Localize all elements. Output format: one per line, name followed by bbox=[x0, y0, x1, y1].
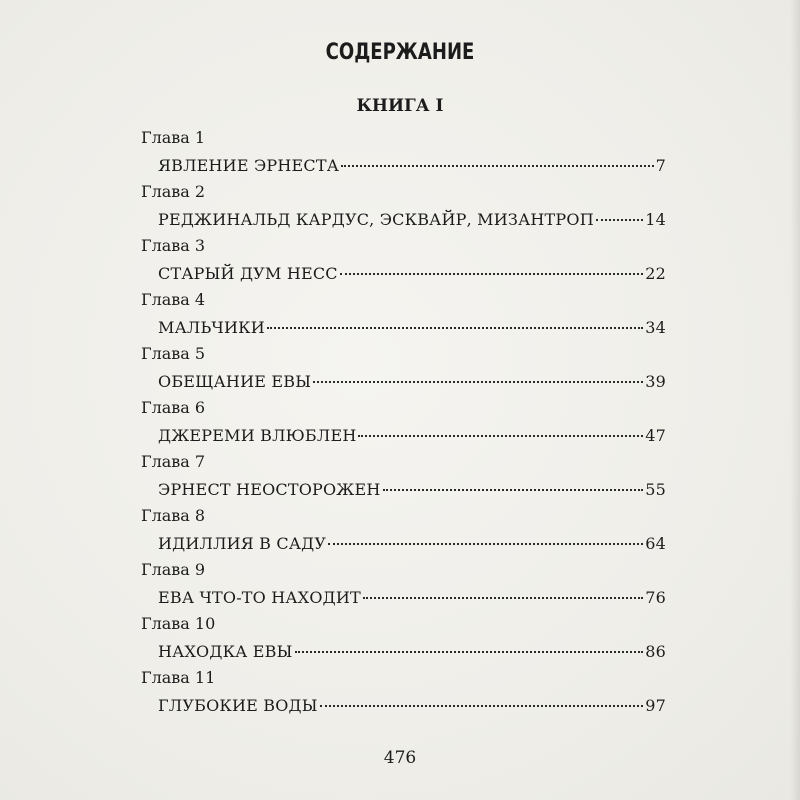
toc-entry bbox=[141, 559, 666, 613]
dot-leader bbox=[295, 651, 644, 653]
chapter-label: Глава 2 bbox=[141, 182, 206, 201]
page-ref: 55 bbox=[645, 480, 666, 499]
chapter-label: Глава 9 bbox=[141, 560, 206, 579]
chapter-line[interactable] bbox=[158, 154, 666, 181]
chapter-title: ОБЕЩАНИЕ ЕВЫ bbox=[158, 372, 312, 391]
chapter-line[interactable] bbox=[158, 586, 666, 613]
page-ref: 97 bbox=[645, 696, 666, 715]
book-heading: КНИГА I bbox=[356, 96, 444, 116]
chapter-label: Глава 10 bbox=[141, 614, 216, 633]
chapter-line[interactable] bbox=[158, 640, 666, 667]
dot-leader bbox=[383, 489, 644, 491]
page-ref: 7 bbox=[655, 156, 666, 175]
page-edge-shadow bbox=[790, 0, 800, 800]
toc-entry bbox=[141, 289, 666, 343]
toc-entry bbox=[141, 397, 666, 451]
page-ref: 86 bbox=[645, 642, 666, 661]
chapter-line[interactable] bbox=[158, 478, 666, 505]
chapter-line[interactable] bbox=[158, 694, 666, 721]
chapter-title: РЕДЖИНАЛЬД КАРДУС, ЭСКВАЙР, МИЗАНТРОП bbox=[158, 210, 594, 229]
toc-entry bbox=[141, 181, 666, 235]
dot-leader bbox=[313, 381, 643, 383]
chapter-line[interactable] bbox=[158, 532, 666, 559]
toc-entry bbox=[141, 343, 666, 397]
chapter-label: Глава 5 bbox=[141, 344, 206, 363]
toc-entry bbox=[141, 505, 666, 559]
dot-leader bbox=[363, 597, 643, 599]
chapter-line[interactable] bbox=[158, 316, 666, 343]
chapter-label: Глава 11 bbox=[141, 668, 216, 687]
toc-entry bbox=[141, 667, 666, 721]
toc-entry bbox=[141, 613, 666, 667]
chapter-title: СТАРЫЙ ДУМ НЕСС bbox=[158, 264, 338, 283]
page-title: СОДЕРЖАНИЕ bbox=[325, 40, 475, 65]
chapter-title: ИДИЛЛИЯ В САДУ bbox=[158, 534, 327, 553]
chapter-label: Глава 7 bbox=[141, 452, 206, 471]
toc-entry bbox=[141, 127, 666, 181]
page-ref: 34 bbox=[645, 318, 666, 337]
chapter-title: ЕВА ЧТО-ТО НАХОДИТ bbox=[158, 588, 361, 607]
chapter-label: Глава 4 bbox=[141, 290, 206, 309]
page-ref: 39 bbox=[645, 372, 666, 391]
page-ref: 22 bbox=[645, 264, 666, 283]
chapter-title: ДЖЕРЕМИ ВЛЮБЛЕН bbox=[158, 426, 357, 445]
chapter-line[interactable] bbox=[158, 208, 666, 235]
chapter-label: Глава 6 bbox=[141, 398, 206, 417]
chapter-title: ЯВЛЕНИЕ ЭРНЕСТА bbox=[158, 156, 340, 175]
dot-leader bbox=[596, 219, 643, 221]
dot-leader bbox=[340, 273, 644, 275]
chapter-line[interactable] bbox=[158, 262, 666, 289]
page-number: 476 bbox=[383, 748, 417, 768]
page-ref: 14 bbox=[645, 210, 666, 229]
chapter-line[interactable] bbox=[158, 424, 666, 451]
dot-leader bbox=[341, 165, 654, 167]
dot-leader bbox=[267, 327, 643, 329]
chapter-title: ЭРНЕСТ НЕОСТОРОЖЕН bbox=[158, 480, 381, 499]
chapter-title: ГЛУБОКИЕ ВОДЫ bbox=[158, 696, 318, 715]
page-ref: 47 bbox=[645, 426, 666, 445]
page-ref: 64 bbox=[645, 534, 666, 553]
page-ref: 76 bbox=[645, 588, 666, 607]
table-of-contents bbox=[141, 127, 666, 721]
chapter-title: МАЛЬЧИКИ bbox=[158, 318, 265, 337]
chapter-label: Глава 3 bbox=[141, 236, 206, 255]
toc-entry bbox=[141, 235, 666, 289]
dot-leader bbox=[320, 705, 644, 707]
chapter-label: Глава 8 bbox=[141, 506, 206, 525]
dot-leader bbox=[358, 435, 643, 437]
chapter-label: Глава 1 bbox=[141, 128, 206, 147]
toc-entry bbox=[141, 451, 666, 505]
chapter-line[interactable] bbox=[158, 370, 666, 397]
dot-leader bbox=[328, 543, 643, 545]
chapter-title: НАХОДКА ЕВЫ bbox=[158, 642, 293, 661]
